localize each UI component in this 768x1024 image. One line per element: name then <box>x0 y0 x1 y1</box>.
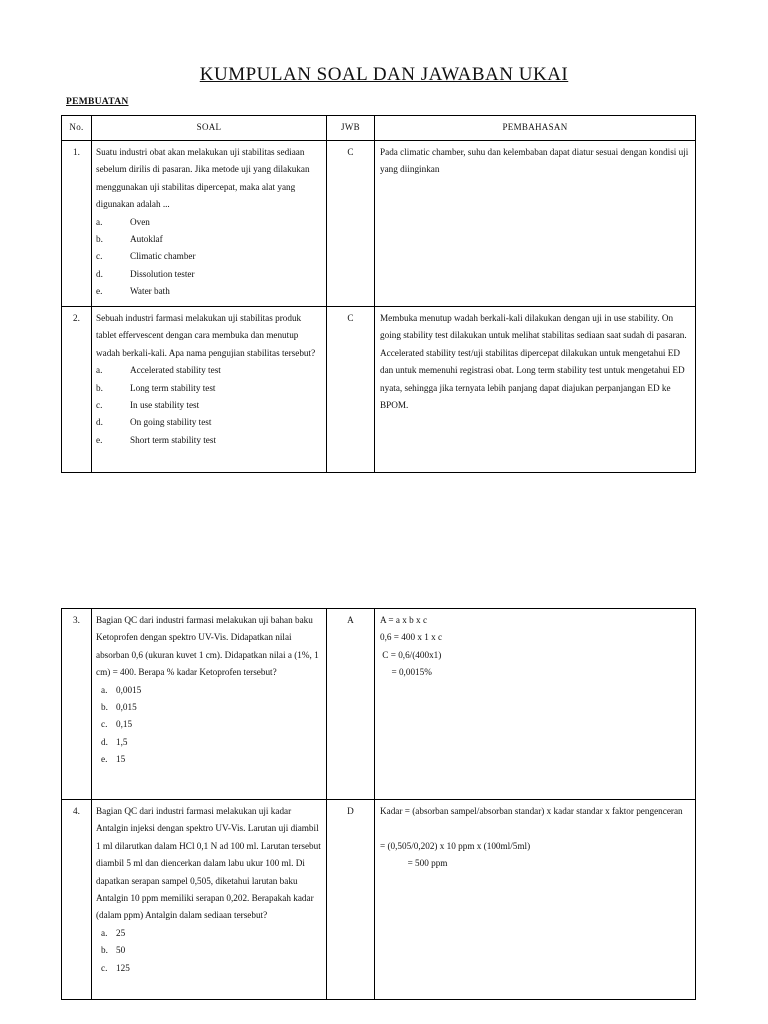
option-text: Dissolution tester <box>130 268 195 279</box>
header-jwb: JWB <box>327 116 375 141</box>
table-row <box>62 800 696 1000</box>
question-text: Sebuah industri farmasi melakukan uji stabilitas produk tablet effervescent dengan cara membuka dan menutup wadah berkali-kali. Apa nama pengujian stabilitas tersebut? <box>96 313 316 358</box>
option-letter: b. <box>96 234 103 245</box>
option-text: 125 <box>116 962 130 973</box>
answer-option <box>96 380 322 397</box>
answer-key: A <box>327 609 375 800</box>
option-letter: a. <box>101 927 108 938</box>
discussion-cell <box>375 800 696 1000</box>
option-letter: d. <box>101 736 108 747</box>
answer-option <box>96 942 322 959</box>
option-letter: b. <box>101 702 108 713</box>
question-number: 2. <box>62 307 92 473</box>
answer-option <box>96 214 322 231</box>
answer-option <box>96 960 322 977</box>
option-text: Water bath <box>130 286 170 297</box>
option-letter: a. <box>101 684 108 695</box>
answer-option <box>96 432 322 449</box>
discussion-line: Pada climatic chamber, suhu dan kelembaban dapat diatur sesuai dengan kondisi uji yang diinginkan <box>380 147 689 175</box>
question-cell <box>92 800 327 1000</box>
answer-option <box>96 734 322 751</box>
option-letter: a. <box>96 365 103 376</box>
option-text: Oven <box>130 216 150 227</box>
question-text: Bagian QC dari industri farmasi melakukan uji kadar Antalgin injeksi dengan spektro UV-Vis. Larutan uji diambil 1 ml dilarutkan dalam HCl 0,1 N ad 100 ml. Larutan tersebut diambil 5 ml dan diencerkan dalam labu ukur 100 ml. Di dapatkan serapan sampel 0,505, diketahui larutan baku Antalgin 10 ppm memiliki serapan 0,202. Berapakah kadar (dalam ppm) Antalgin dalam sediaan tersebut? <box>96 806 321 921</box>
answer-option <box>96 362 322 379</box>
question-text: Bagian QC dari industri farmasi melakukan uji bahan baku Ketoprofen dengan spektro UV-Vis. Didapatkan nilai absorban 0,6 (ukuran kuvet 1 cm). Didapatkan nilai a (1%, 1 cm) = 400. Berapa % kadar Ketoprofen tersebut? <box>96 615 319 678</box>
question-text: Suatu industri obat akan melakukan uji stabilitas sediaan sebelum dirilis di pasaran. Jika metode uji yang dilakukan menggunakan uji stabilitas dipercepat, maka alat yang digunakan adalah ... <box>96 147 310 210</box>
option-text: 50 <box>116 945 126 956</box>
discussion-line: Kadar = (absorban sampel/absorban standar) x kadar standar x faktor pengenceran <box>380 806 683 816</box>
answer-option <box>96 699 322 716</box>
option-text: In use stability test <box>130 400 200 411</box>
option-text: 25 <box>116 927 126 938</box>
option-letter: d. <box>96 268 103 279</box>
discussion-line <box>380 820 691 837</box>
discussion-line: A = a x b x c <box>380 615 428 625</box>
table-row <box>62 141 696 307</box>
document-title: KUMPULAN SOAL DAN JAWABAN UKAI <box>199 64 569 85</box>
option-text: 1,5 <box>116 736 128 747</box>
option-text: 0,15 <box>116 719 133 730</box>
answer-option <box>96 231 322 248</box>
option-letter: a. <box>96 216 103 227</box>
option-text: Autoklaf <box>130 234 163 245</box>
option-letter: e. <box>96 286 103 297</box>
header-pembahasan: PEMBAHASAN <box>375 116 696 141</box>
option-letter: b. <box>101 945 108 956</box>
question-number: 1. <box>62 141 92 307</box>
answer-key: C <box>327 141 375 307</box>
answer-key: C <box>327 307 375 473</box>
option-letter: b. <box>96 382 103 393</box>
discussion-line: 0,6 = 400 x 1 x c <box>380 632 443 643</box>
question-cell <box>92 141 327 307</box>
table-row <box>62 609 696 800</box>
option-text: Short term stability test <box>130 434 216 445</box>
discussion-cell <box>375 141 696 307</box>
discussion-line: = 500 ppm <box>380 858 448 869</box>
option-letter: d. <box>96 417 103 428</box>
question-cell <box>92 307 327 473</box>
option-letter: c. <box>101 719 108 730</box>
option-letter: e. <box>96 434 103 445</box>
answer-option <box>96 248 322 265</box>
option-text: Long term stability test <box>130 382 216 393</box>
answer-key: D <box>327 800 375 1000</box>
option-letter: c. <box>96 251 103 262</box>
answer-option <box>96 266 322 283</box>
question-table-1 <box>61 115 696 473</box>
discussion-line: = 0,0015% <box>380 667 432 678</box>
answer-option <box>96 283 322 300</box>
table-row <box>62 307 696 473</box>
option-text: Climatic chamber <box>130 251 196 262</box>
discussion-line: Membuka menutup wadah berkali-kali dilakukan dengan uji in use stability. On going stability test dilakukan untuk melihat stabilitas sediaan saat sudah di pasaran. Accelerated stability test/uji stabilitas dipercepat dilakukan untuk mengetahui ED dan untuk memenuhi registrasi obat. Long term stability test untuk mengetahui ED nyata, sehingga jika ternyata lebih panjang dapat diajukan perpanjangan ED ke BPOM. <box>380 313 687 411</box>
option-text: 0,0015 <box>116 684 142 695</box>
option-letter: c. <box>101 962 108 973</box>
header-no: No. <box>62 116 92 141</box>
answer-option <box>96 682 322 699</box>
option-text: 0,015 <box>116 702 137 713</box>
answer-option <box>96 751 322 768</box>
option-text: Accelerated stability test <box>130 365 221 376</box>
option-text: 15 <box>116 754 126 765</box>
option-letter: c. <box>96 400 103 411</box>
option-text: On going stability test <box>130 417 212 428</box>
option-letter: e. <box>101 754 108 765</box>
answer-option <box>96 397 322 414</box>
header-soal: SOAL <box>92 116 327 141</box>
answer-option <box>96 925 322 942</box>
answer-option <box>96 716 322 733</box>
answer-option <box>96 414 322 431</box>
question-number: 4. <box>62 800 92 1000</box>
discussion-line: C = 0,6/(400x1) <box>380 649 442 660</box>
discussion-cell <box>375 609 696 800</box>
section-heading: PEMBUATAN <box>66 97 129 107</box>
table-header-row <box>62 116 696 141</box>
question-number: 3. <box>62 609 92 800</box>
discussion-cell <box>375 307 696 473</box>
question-cell <box>92 609 327 800</box>
discussion-line: = (0,505/0,202) x 10 ppm x (100ml/5ml) <box>380 840 531 851</box>
question-table-2 <box>61 608 696 1000</box>
